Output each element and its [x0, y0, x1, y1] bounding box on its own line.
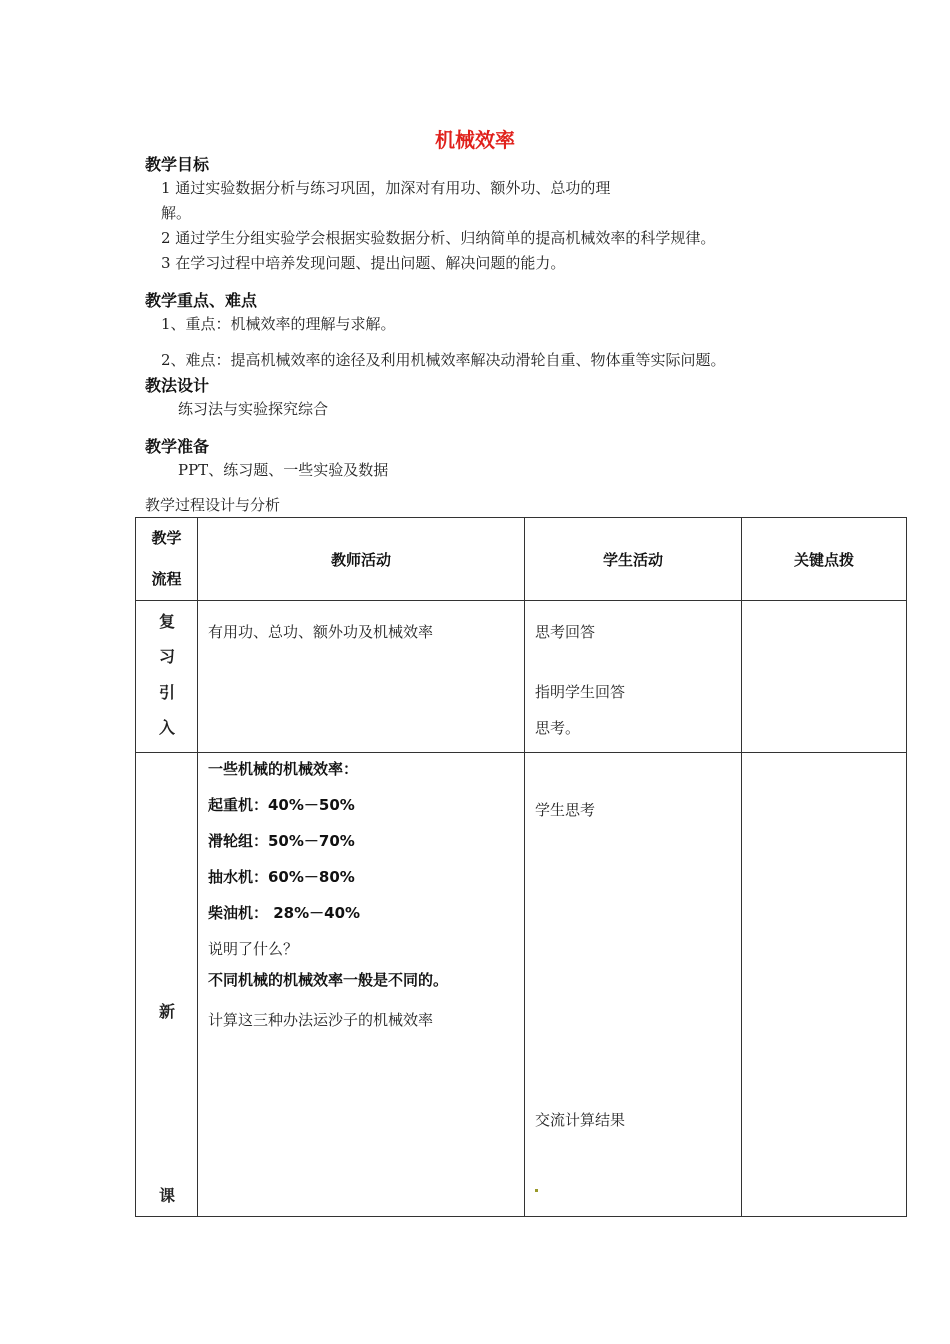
flow-char: 新	[158, 1002, 175, 1021]
table-row	[136, 753, 907, 1217]
header-teacher: 教师活动	[198, 518, 525, 601]
table-row	[136, 601, 907, 753]
flow-char: 入	[158, 718, 175, 737]
teacher-question: 说明了什么？	[208, 940, 299, 958]
key-cell-new	[742, 753, 907, 1217]
flow-cell-new	[136, 753, 198, 1217]
header-flow	[136, 518, 198, 601]
efficiency-pulley: 滑轮组：50%－70%	[208, 832, 355, 850]
efficiency-pump: 抽水机：60%－80%	[208, 868, 355, 886]
student-cell-review	[525, 601, 742, 753]
flow-char: 引	[158, 683, 175, 702]
teacher-cell-review	[198, 601, 525, 753]
header-student: 学生活动	[525, 518, 742, 601]
teacher-task: 计算这三种办法运沙子的机械效率	[208, 1011, 434, 1029]
lesson-process-table	[135, 517, 907, 1217]
efficiency-diesel: 柴油机： 28%－40%	[208, 904, 361, 922]
difficulty-point: 2、难点：提高机械效率的途径及利用机械效率解决动滑轮自重、物体重等实际问题。	[161, 351, 726, 369]
header-flow-line1: 教学	[151, 529, 182, 547]
table-header-row	[136, 518, 907, 601]
key-points-heading: 教学重点、难点	[145, 291, 258, 310]
flow-char: 课	[158, 1186, 175, 1205]
header-flow-line2: 流程	[151, 570, 182, 588]
preparation-heading: 教学准备	[145, 437, 210, 456]
student-text: 思考。	[535, 719, 581, 737]
student-text: 思考回答	[535, 623, 596, 641]
method-text: 练习法与实验探究综合	[178, 400, 329, 418]
student-text: 指明学生回答	[535, 683, 626, 701]
preparation-text: PPT、练习题、一些实验及数据	[178, 461, 389, 479]
goal-item-1-cont: 解。	[161, 204, 192, 222]
efficiency-crane: 起重机：40%－50%	[208, 796, 355, 814]
method-heading: 教法设计	[145, 376, 210, 395]
efficiency-heading: 一些机械的机械效率：	[208, 760, 359, 778]
key-cell-review	[742, 601, 907, 753]
student-text: 交流计算结果	[535, 1111, 626, 1129]
page-title: 机械效率	[435, 128, 515, 152]
teacher-conclusion: 不同机械的机械效率一般是不同的。	[208, 971, 449, 989]
process-caption: 教学过程设计与分析	[145, 496, 281, 514]
header-key: 关键点拨	[742, 518, 907, 601]
goal-item-1: 1 通过实验数据分析与练习巩固，加深对有用功、额外功、总功的理	[161, 179, 611, 197]
flow-cell-review	[136, 601, 198, 753]
goal-item-3: 3 在学习过程中培养发现问题、提出问题、解决问题的能力。	[161, 254, 566, 272]
focus-point: 1、重点：机械效率的理解与求解。	[161, 315, 396, 333]
student-cell-new	[525, 753, 742, 1217]
goals-heading: 教学目标	[145, 155, 210, 174]
stray-dot	[535, 1189, 538, 1192]
goal-item-2: 2 通过学生分组实验学会根据实验数据分析、归纳简单的提高机械效率的科学规律。	[161, 229, 716, 247]
student-text: 学生思考	[535, 801, 596, 819]
flow-char: 复	[158, 612, 175, 631]
teacher-text: 有用功、总功、额外功及机械效率	[208, 623, 434, 641]
flow-char: 习	[158, 647, 175, 666]
teacher-cell-new	[198, 753, 525, 1217]
